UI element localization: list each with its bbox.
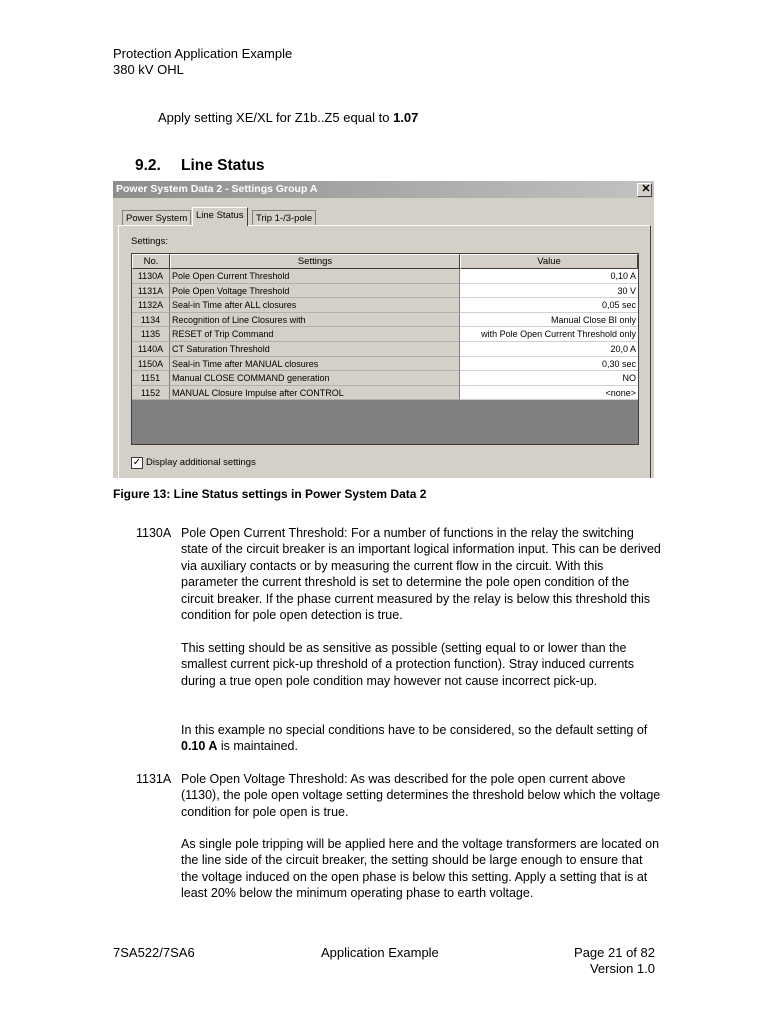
display-additional-label: Display additional settings — [146, 457, 256, 468]
cell-setting: MANUAL Closure Impulse after CONTROL — [170, 386, 460, 401]
cell-no: 1150A — [132, 357, 170, 372]
cell-no: 1135 — [132, 327, 170, 342]
table-row[interactable] — [132, 327, 638, 342]
paragraph-sensitivity: This setting should be as sensitive as possible (setting equal to or lower than the smallest current pick-up threshold of a protection function). Stray induced currents during a true open pole condition may however not cause incorrect pick-up. — [181, 641, 634, 688]
cell-setting: RESET of Trip Command — [170, 327, 460, 342]
paragraph-1130a: Pole Open Current Threshold: For a number of functions in the relay the switching state of the circuit breaker is an important logical information input. This can be derived via auxiliary contacts or by measuring the current flow in the circuit. With this parameter the current threshold is set to determine the pole open condition of the circuit breaker. If the phase current measured by the relay is below this threshold this condition for pole open detection is true. — [181, 526, 661, 623]
settings-dialog — [113, 181, 654, 478]
doc-header-subtitle: 380 kV OHL — [113, 62, 184, 77]
settings-label: Settings: — [131, 236, 168, 247]
tab-power-system[interactable]: Power System — [122, 210, 191, 226]
cell-value[interactable]: 0,10 A — [460, 269, 638, 284]
cell-value[interactable]: Manual Close BI only — [460, 313, 638, 328]
cell-value[interactable]: 0,30 sec — [460, 357, 638, 372]
cell-value[interactable]: 0,05 sec — [460, 298, 638, 313]
table-row[interactable] — [132, 284, 638, 299]
cell-no: 1131A — [132, 284, 170, 299]
cell-no: 1132A — [132, 298, 170, 313]
cell-value[interactable]: 20,0 A — [460, 342, 638, 357]
table-row[interactable] — [132, 298, 638, 313]
col-header-settings[interactable]: Settings — [170, 254, 460, 269]
footer-title: Application Example — [321, 945, 439, 960]
footer-doc-id: 7SA522/7SA6 — [113, 945, 195, 960]
param-number-1130a: 1130A — [136, 526, 172, 540]
tab-line-status[interactable]: Line Status — [192, 207, 248, 226]
table-row[interactable] — [132, 342, 638, 357]
close-icon[interactable]: ✕ — [637, 183, 652, 197]
cell-no: 1140A — [132, 342, 170, 357]
dialog-titlebar — [113, 181, 654, 198]
col-header-no[interactable]: No. — [132, 254, 170, 269]
apply-text: Apply setting XE/XL for Z1b..Z5 equal to — [158, 110, 394, 125]
cell-value[interactable]: 30 V — [460, 284, 638, 299]
cell-setting: CT Saturation Threshold — [170, 342, 460, 357]
paragraph-single-pole: As single pole tripping will be applied here and the voltage transformers are located on the line side of the circuit breaker, the setting should be large enough to ensure that the voltage induced on the open phase is below this setting. Apply a setting that is at least 20% below the minimum operating phase to earth voltage. — [181, 837, 660, 901]
footer-version: Version 1.0 — [589, 961, 655, 976]
dialog-title: Power System Data 2 - Settings Group A — [116, 183, 318, 195]
col-header-value[interactable]: Value — [460, 254, 638, 269]
cell-no: 1151 — [132, 371, 170, 386]
cell-no: 1134 — [132, 313, 170, 328]
display-additional-checkbox[interactable]: ✓ — [132, 457, 142, 468]
section-number: 9.2. — [135, 157, 161, 174]
cell-no: 1130A — [132, 269, 170, 284]
settings-table — [131, 253, 639, 445]
paragraph-default — [181, 722, 661, 755]
table-row[interactable] — [132, 313, 638, 328]
paragraph-1131a: Pole Open Voltage Threshold: As was described for the pole open current above (1130), the pole open voltage setting determines the threshold below which the voltage condition for pole open is true. — [181, 772, 661, 819]
section-title: Line Status — [181, 157, 265, 174]
table-row[interactable] — [132, 386, 638, 401]
param-number-1131a: 1131A — [136, 772, 172, 786]
table-row[interactable] — [132, 357, 638, 372]
cell-setting: Manual CLOSE COMMAND generation — [170, 371, 460, 386]
paragraph-default-value: 0.10 A — [181, 739, 218, 754]
cell-value[interactable]: <none> — [460, 386, 638, 401]
cell-setting: Seal-in Time after MANUAL closures — [170, 357, 460, 372]
cell-value[interactable]: NO — [460, 371, 638, 386]
apply-setting-line — [158, 110, 418, 125]
doc-header-title: Protection Application Example — [113, 46, 293, 61]
tab-trip-pole[interactable]: Trip 1-/3-pole — [252, 210, 316, 226]
paragraph-default-text-b: is maintained. — [217, 739, 298, 754]
cell-value[interactable]: with Pole Open Current Threshold only — [460, 327, 638, 342]
section-heading — [135, 157, 265, 175]
cell-setting: Pole Open Current Threshold — [170, 269, 460, 284]
table-row[interactable] — [132, 371, 638, 386]
footer-page: Page 21 of 82 — [574, 945, 655, 960]
cell-setting: Seal-in Time after ALL closures — [170, 298, 460, 313]
figure-caption: Figure 13: Line Status settings in Power System Data 2 — [113, 487, 427, 501]
cell-setting: Recognition of Line Closures with — [170, 313, 460, 328]
cell-no: 1152 — [132, 386, 170, 401]
table-row[interactable] — [132, 269, 638, 284]
paragraph-default-text-a: In this example no special conditions have to be considered, so the default setting of — [181, 723, 648, 737]
apply-value: 1.07 — [393, 110, 419, 125]
cell-setting: Pole Open Voltage Threshold — [170, 284, 460, 299]
table-header — [132, 254, 638, 269]
